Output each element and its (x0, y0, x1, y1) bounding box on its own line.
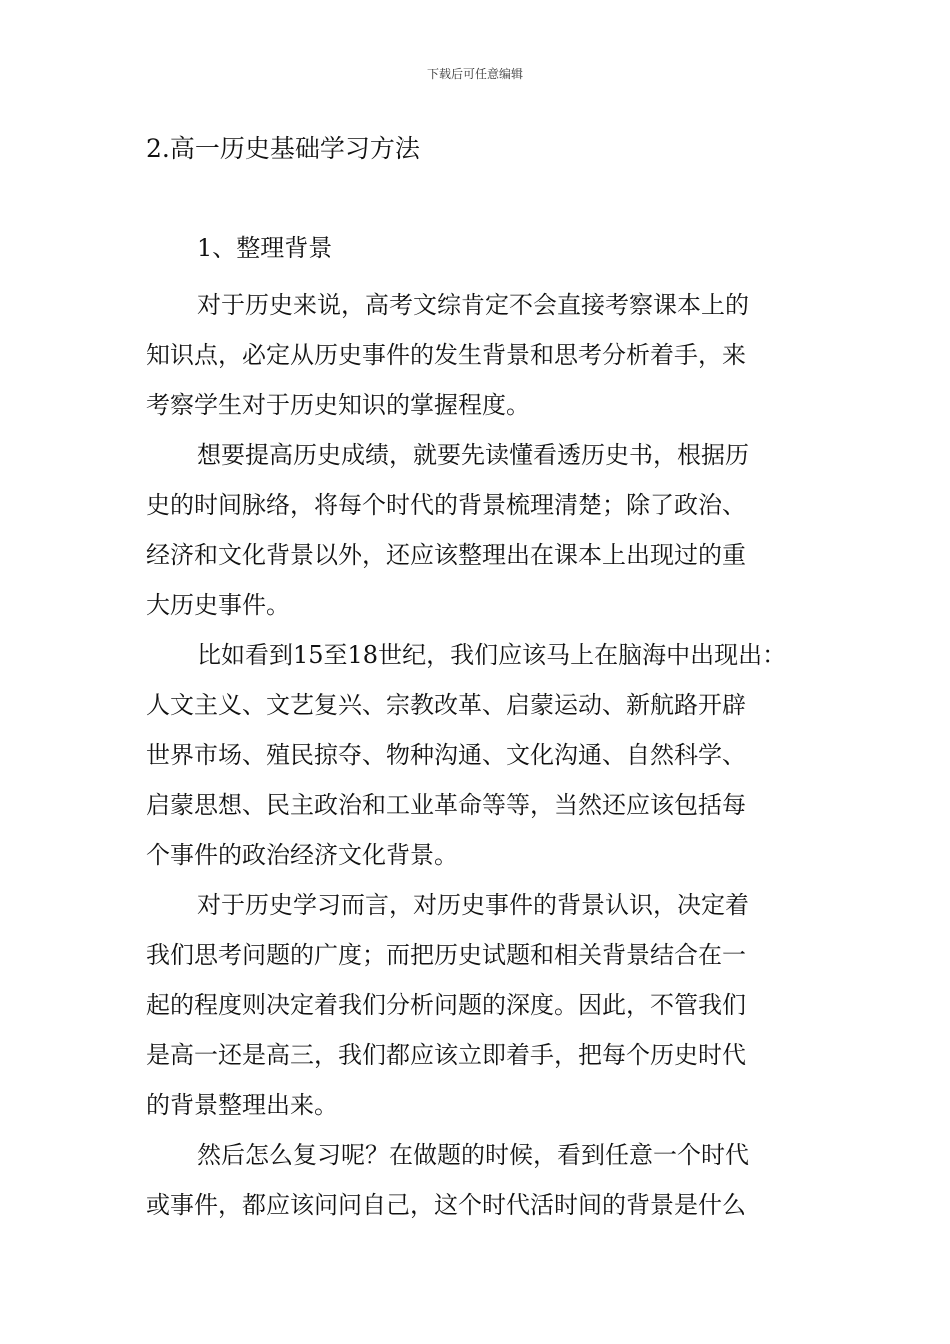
body-line: 启蒙思想、民主政治和工业革命等等，当然还应该包括每 (146, 791, 746, 819)
body-line: 比如看到15至18世纪，我们应该马上在脑海中出现出： (197, 641, 787, 669)
body-line: 经济和文化背景以外，还应该整理出在课本上出现过的重 (146, 541, 746, 569)
body-line: 想要提高历史成绩，就要先读懂看透历史书，根据历 (197, 441, 749, 469)
page-header-note: 下载后可任意编辑 (426, 67, 523, 81)
body-line: 大历史事件。 (146, 591, 290, 619)
section-heading: 1、整理背景 (197, 234, 333, 262)
document-title: 2.高一历史基础学习方法 (146, 134, 420, 163)
body-text (146, 280, 816, 1230)
body-line: 对于历史学习而言，对历史事件的背景认识，决定着 (197, 891, 749, 919)
body-line: 知识点，必定从历史事件的发生背景和思考分析着手，来 (146, 341, 746, 369)
body-line: 史的时间脉络，将每个时代的背景梳理清楚；除了政治、 (146, 491, 746, 519)
body-line: 我们思考问题的广度；而把历史试题和相关背景结合在一 (146, 941, 746, 969)
body-line: 是高一还是高三，我们都应该立即着手，把每个历史时代 (146, 1041, 746, 1069)
body-line: 考察学生对于历史知识的掌握程度。 (146, 391, 530, 419)
body-line: 个事件的政治经济文化背景。 (146, 841, 458, 869)
body-line: 起的程度则决定着我们分析问题的深度。因此，不管我们 (146, 991, 746, 1019)
body-line: 或事件，都应该问问自己，这个时代活时间的背景是什么 (146, 1191, 746, 1219)
body-line: 然后怎么复习呢？在做题的时候，看到任意一个时代 (197, 1141, 749, 1169)
body-line: 的背景整理出来。 (146, 1091, 338, 1119)
body-line: 人文主义、文艺复兴、宗教改革、启蒙运动、新航路开辟 (146, 691, 746, 719)
body-line: 世界市场、殖民掠夺、物种沟通、文化沟通、自然科学、 (146, 741, 746, 769)
body-line: 对于历史来说，高考文综肯定不会直接考察课本上的 (197, 291, 749, 319)
